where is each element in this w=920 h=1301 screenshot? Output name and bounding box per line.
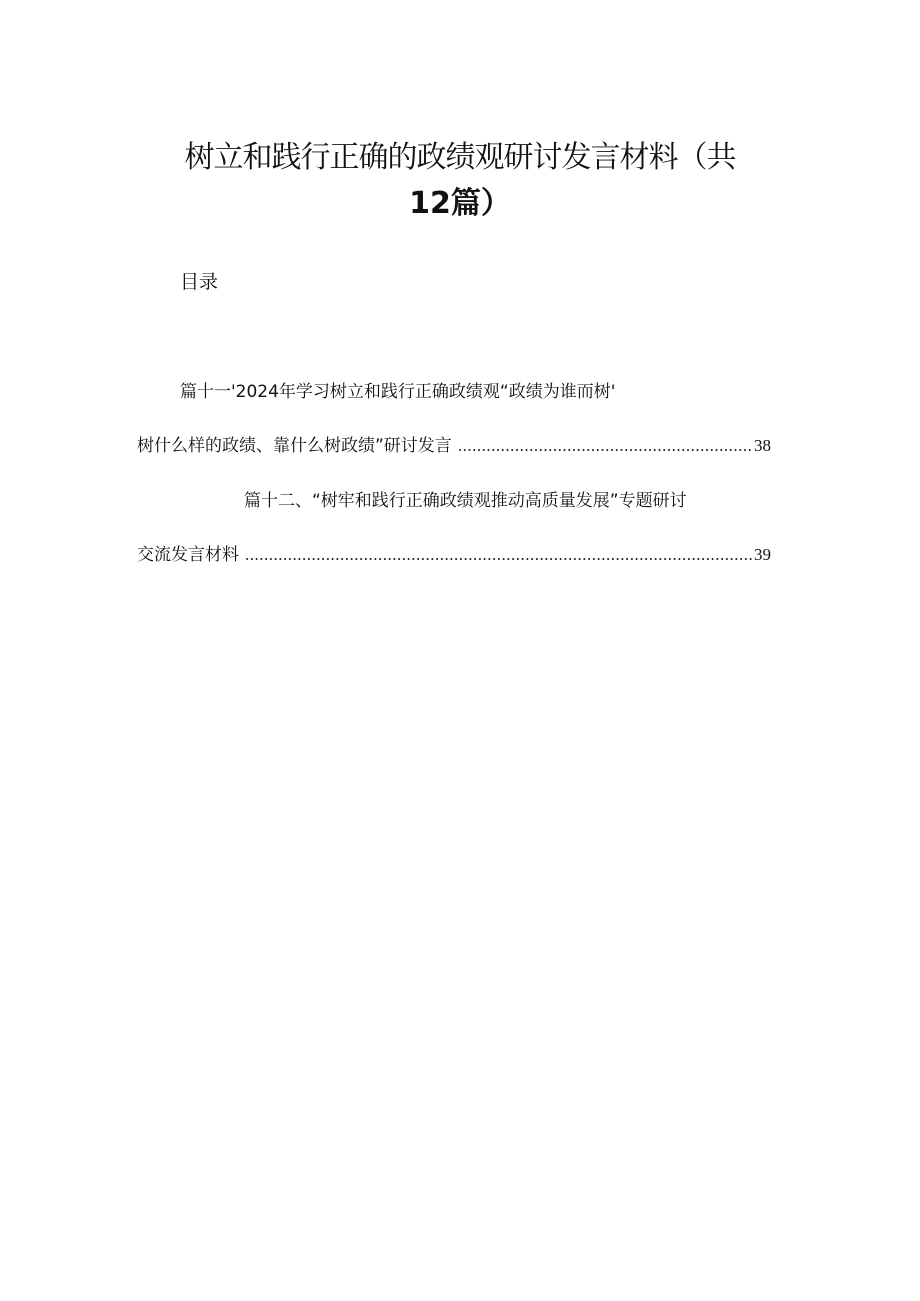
toc-entry-2-title-text-cont: 交流发言材料 <box>137 545 239 565</box>
document-title-line-1: 树立和践行正确的政绩观研讨发言材料（共 <box>184 140 736 175</box>
toc-entry-2-title-text: 篇十二、“树牢和践行正确政绩观推动高质量发展”专题研讨 <box>244 491 687 511</box>
toc-entry-2-dot-leader <box>245 542 752 568</box>
toc-entry-1-title-line-2[interactable] <box>137 433 771 459</box>
toc-entry-2-title-line-1[interactable] <box>244 488 687 514</box>
toc-entry-1-dot-leader <box>458 433 752 459</box>
toc-entry-1-title-text-cont: 树什么样的政绩、靠什么树政绩”研讨发言 <box>137 436 452 456</box>
toc-entry-2-title-line-2[interactable] <box>137 542 771 568</box>
toc-heading: 目录 <box>180 271 219 293</box>
toc-entry-1-title-line-1[interactable] <box>180 379 615 405</box>
toc-entry-1-page-number: 38 <box>754 436 771 455</box>
document-title-line-2: 12篇） <box>409 186 511 221</box>
toc-entry-2-page-number: 39 <box>754 545 771 564</box>
toc-entry-1-title-text: 篇十一'2024年学习树立和践行正确政绩观“政绩为谁而树' <box>180 382 616 402</box>
